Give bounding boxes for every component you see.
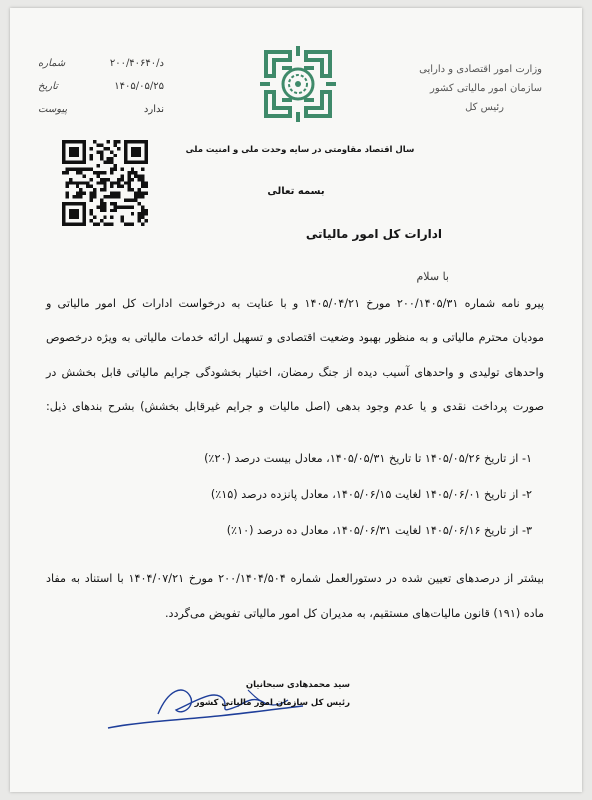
letter-page bbox=[10, 8, 582, 792]
letter-metadata bbox=[38, 52, 164, 121]
list-item-3: ۳- از تاریخ ۱۴۰۵/۰۶/۱۶ لغایت ۱۴۰۵/۰۶/۳۱، معادل ده درصد (۱۰٪) bbox=[226, 524, 532, 537]
year-motto: سال اقتصاد مقاومتی در سایه وحدت ملی و امنیت ملی bbox=[185, 145, 415, 155]
body-line-2: مودیان محترم مالیاتی و به منظور بهبود وضعیت اقتصادی و تسهیل ارائه خدمات مالیاتی به ویژه درخصوص bbox=[46, 331, 544, 344]
body-line-4: صورت پرداخت نقدی و یا عدم وجود بدهی (اصل مالیات و جرایم غیرقابل بخشش) بشرح بندهای ذیل: bbox=[46, 400, 544, 413]
salutation: بسمه تعالی bbox=[267, 186, 325, 197]
body-line-1: پیرو نامه شماره ۲۰۰/۱۴۰۵/۳۱ مورخ ۱۴۰۵/۰۴/۲۱ و با عنایت به درخواست ادارات کل امور مالیاتی و bbox=[46, 297, 544, 310]
greeting: با سلام bbox=[416, 270, 449, 283]
letter-attachment-label: پیوست bbox=[38, 104, 68, 115]
ministry-header bbox=[392, 60, 542, 117]
letter-attachment-row bbox=[38, 98, 164, 121]
signatory-title: رئیس کل سازمان امور مالیاتی کشور bbox=[194, 698, 350, 708]
list-item-1: ۱- از تاریخ ۱۴۰۵/۰۵/۲۶ تا تاریخ ۱۴۰۵/۰۵/۳۱، معادل بیست درصد (۲۰٪) bbox=[204, 452, 532, 465]
ministry-line-3: رئیس کل bbox=[465, 102, 504, 113]
closing-line-2: ماده (۱۹۱) قانون مالیات‌های مستقیم، به مدیران کل امور مالیاتی تفویض می‌گردد. bbox=[164, 607, 544, 620]
qr-code-icon bbox=[62, 140, 148, 226]
letter-date-value: ۱۴۰۵/۰۵/۲۵ bbox=[114, 81, 164, 92]
letter-number-row bbox=[38, 52, 164, 75]
letter-number-label: شماره bbox=[38, 58, 66, 69]
letter-date-row bbox=[38, 75, 164, 98]
letter-number-value: ۲۰۰/۴۰۶۴۰/د bbox=[109, 58, 164, 69]
tax-organization-emblem-icon bbox=[256, 42, 340, 126]
signatory-name: سید محمدهادی سبحانیان bbox=[245, 680, 350, 690]
letter-date-label: تاریخ bbox=[38, 81, 58, 92]
letter-attachment-value: ندارد bbox=[143, 104, 164, 115]
closing-line-1: بیشتر از درصدهای تعیین شده در دستورالعمل شماره ۲۰۰/۱۴۰۴/۵۰۴ مورخ ۱۴۰۴/۰۷/۲۱ با استناد به مفاد bbox=[46, 572, 544, 585]
recipient: ادارات کل امور مالیاتی bbox=[305, 227, 442, 241]
ministry-line-2: سازمان امور مالیاتی کشور bbox=[430, 83, 542, 94]
body-line-3: واحدهای تولیدی و واحدهای آسیب دیده از جنگ رمضان، اختیار بخشودگی جرایم مالیاتی قابل بخشش در bbox=[46, 366, 544, 379]
list-item-2: ۲- از تاریخ ۱۴۰۵/۰۶/۰۱ لغایت ۱۴۰۵/۰۶/۱۵، معادل پانزده درصد (۱۵٪) bbox=[210, 488, 532, 501]
ministry-line-1: وزارت امور اقتصادی و دارایی bbox=[419, 64, 542, 75]
